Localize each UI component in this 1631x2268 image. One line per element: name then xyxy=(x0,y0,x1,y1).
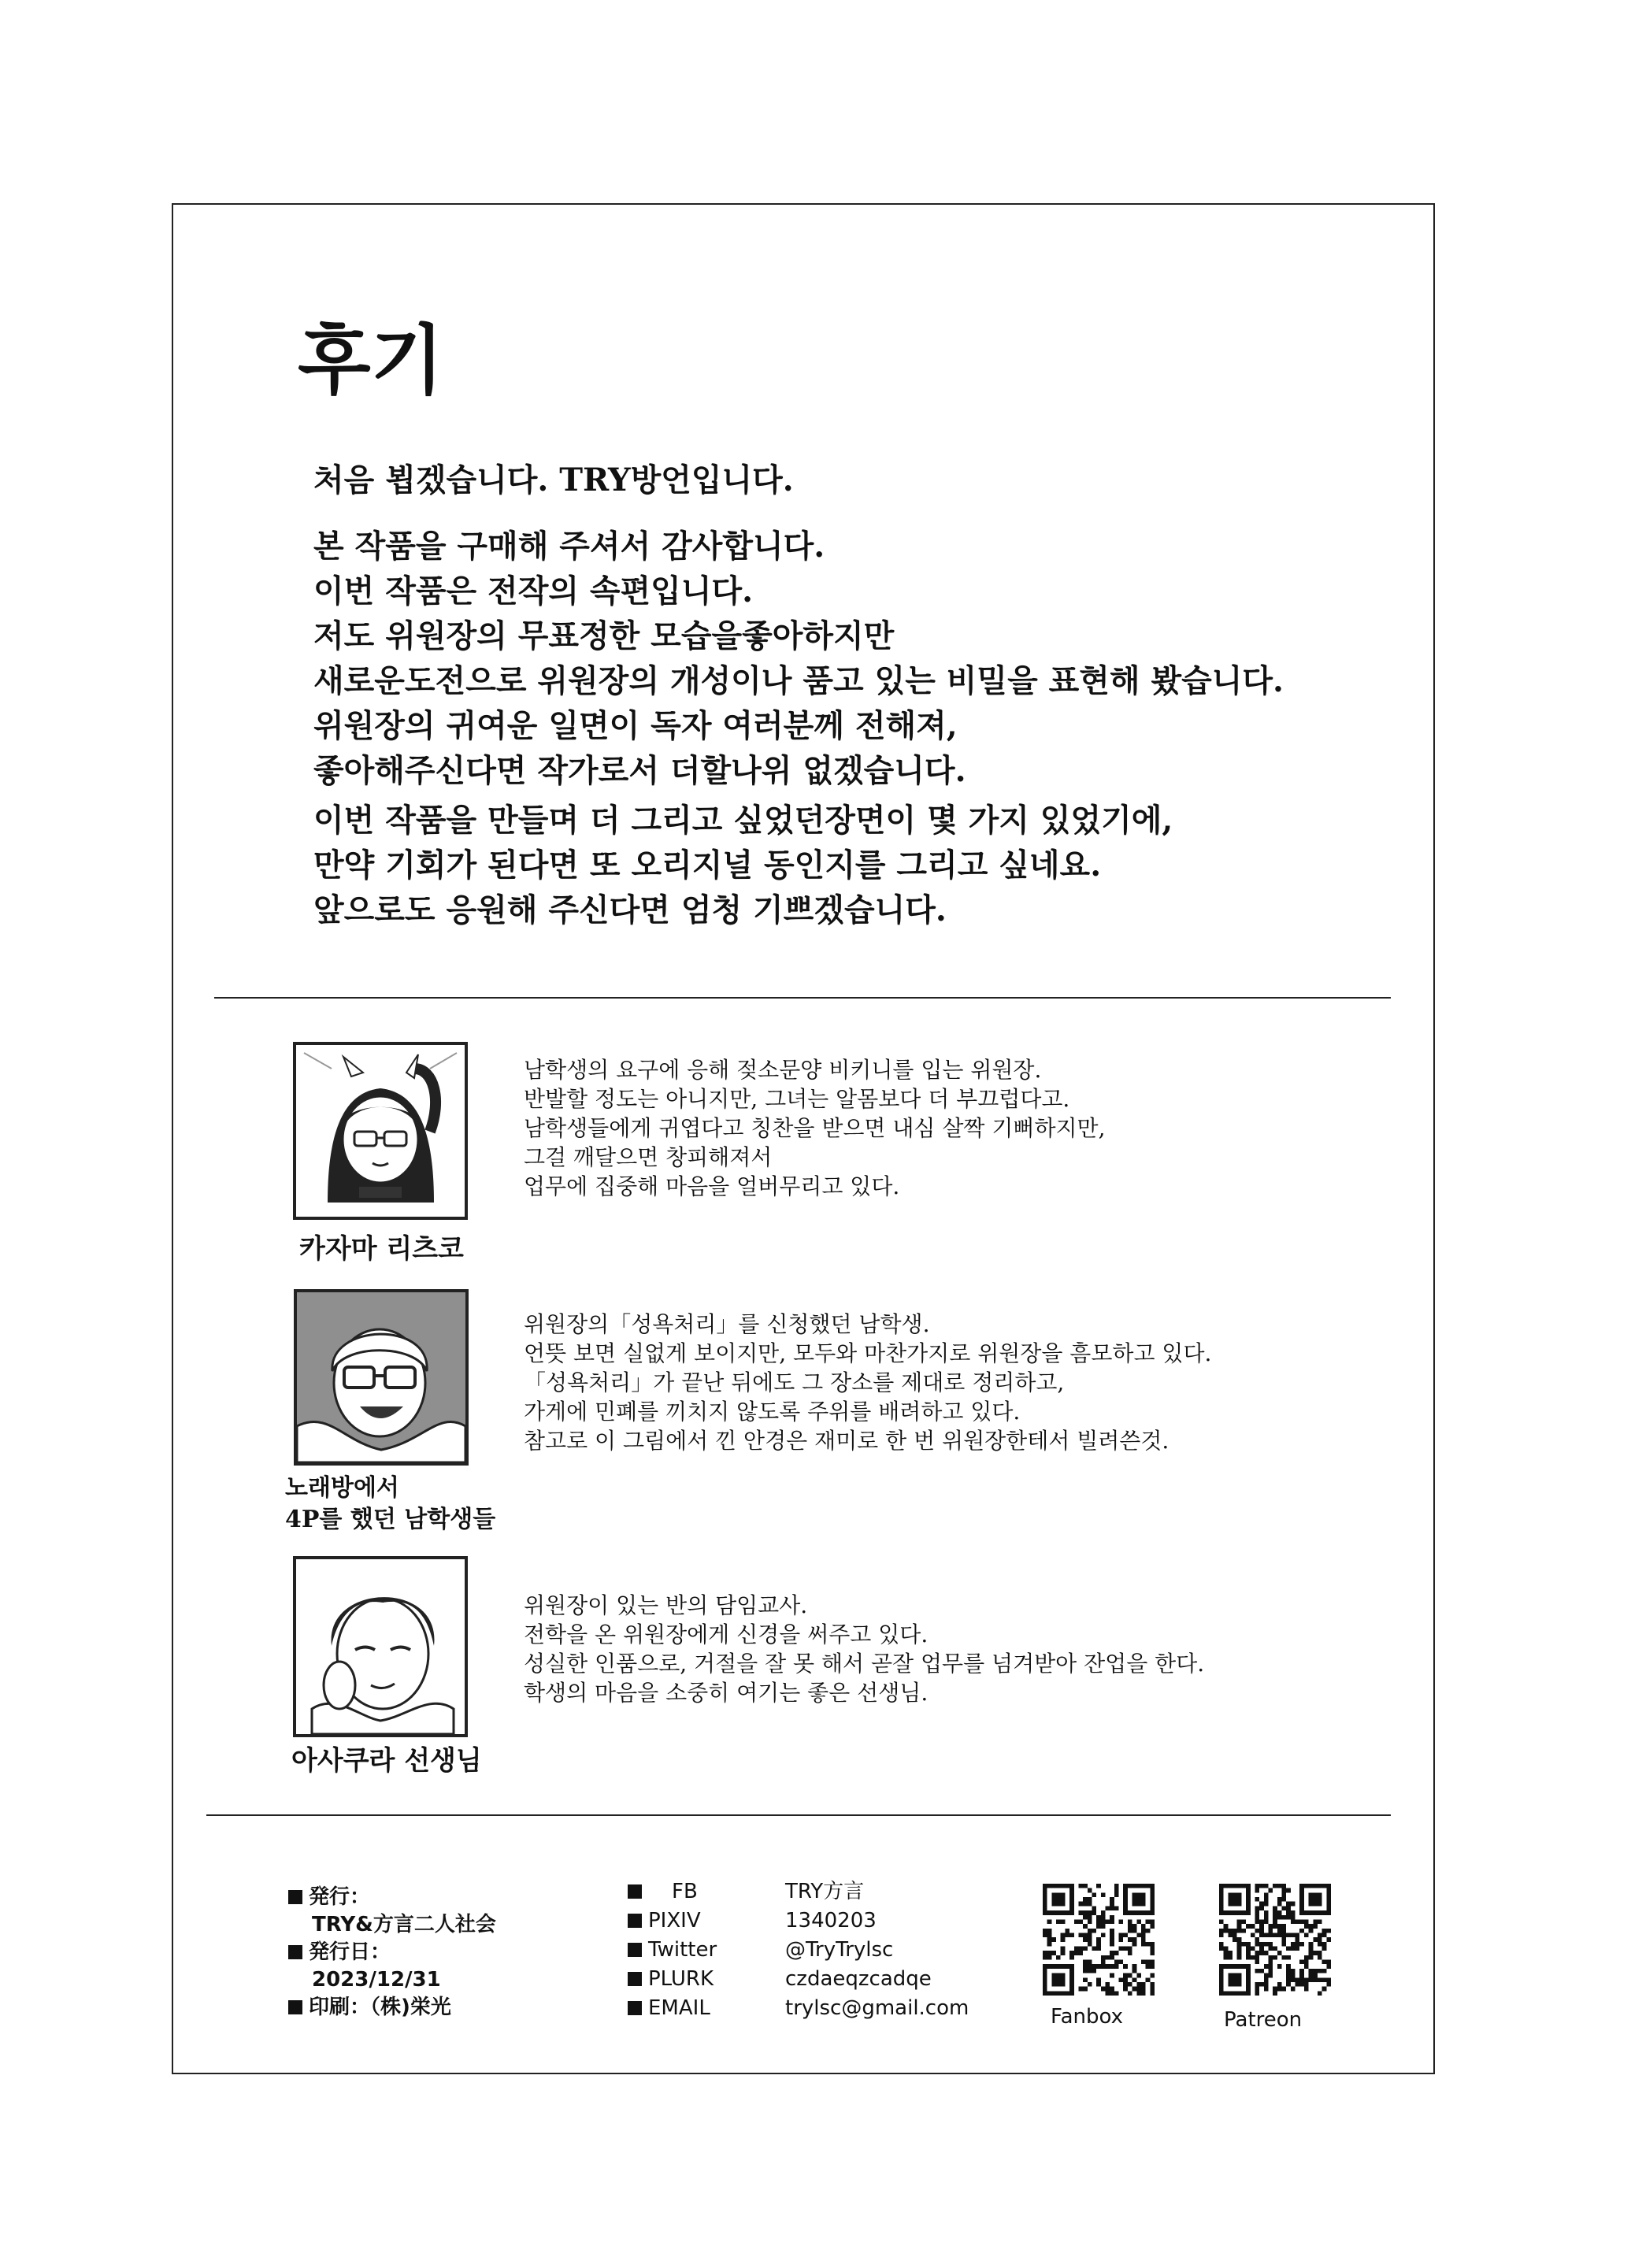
link-row-plurk: PLURK czdaeqzcadqe xyxy=(628,1965,969,1994)
character-description xyxy=(524,1055,1106,1201)
divider-top xyxy=(214,997,1391,999)
description-line: 남학생의 요구에 응해 젖소문양 비키니를 입는 위원장. xyxy=(524,1057,1042,1083)
link-value[interactable]: 1340203 xyxy=(785,1909,877,1933)
paragraph-line: 앞으로도 응원해 주신다면 엄청 기쁘겠습니다. xyxy=(313,891,947,928)
description-line: 반발할 정도는 아니지만, 그녀는 알몸보다 더 부끄럽다고. xyxy=(524,1086,1070,1112)
bullet-square-icon xyxy=(628,1972,642,1986)
bullet-square-icon xyxy=(628,2001,642,2015)
character-name-line: 4P를 했던 남학생들 xyxy=(285,1506,496,1533)
description-line: 업무에 집중해 마음을 얼버무리고 있다. xyxy=(524,1173,900,1199)
character-illustration xyxy=(296,1045,465,1217)
description-line: 언뜻 보면 실없게 보이지만, 모두와 마찬가지로 위원장을 흠모하고 있다. xyxy=(524,1340,1212,1366)
afterword-paragraph-2 xyxy=(313,798,1173,932)
link-row-twitter: Twitter @TryTrylsc xyxy=(628,1936,969,1965)
character-description xyxy=(524,1591,1204,1707)
description-line: 「성욕처리」가 끝난 뒤에도 그 장소를 제대로 정리하고, xyxy=(524,1369,1065,1395)
fanbox-qr-code-icon[interactable] xyxy=(1043,1884,1155,1996)
character-name: 카자마 리츠코 xyxy=(299,1233,464,1265)
description-line: 남학생들에게 귀엽다고 칭찬을 받으면 내심 살짝 기뻐하지만, xyxy=(524,1115,1106,1141)
paragraph-line: 만약 기회가 된다면 또 오리지널 동인지를 그리고 싶네요. xyxy=(313,847,1102,884)
link-value[interactable]: trylsc@gmail.com xyxy=(785,1996,969,2020)
character-portrait-ritsuko xyxy=(293,1042,468,1220)
bullet-square-icon xyxy=(288,1945,302,1959)
paragraph-line: 저도 위원장의 무표정한 모습을좋아하지만 xyxy=(313,617,895,654)
description-line: 위원장이 있는 반의 담임교사. xyxy=(524,1592,808,1618)
character-name xyxy=(285,1473,495,1536)
colophon-date: 2023/12/31 xyxy=(312,1968,441,1992)
description-line: 위원장의「성욕처리」를 신청했던 남학생. xyxy=(524,1311,930,1337)
patreon-qr-code-icon[interactable] xyxy=(1219,1884,1331,1996)
description-line: 학생의 마음을 소중히 여기는 좋은 선생님. xyxy=(524,1680,929,1706)
bullet-square-icon xyxy=(288,1890,302,1904)
paragraph-line: 이번 작품은 전작의 속편입니다. xyxy=(313,573,754,610)
character-portrait-students xyxy=(294,1289,469,1466)
character-portrait-asakura xyxy=(293,1556,468,1737)
paragraph-line: 좋아해주신다면 작가로서 더할나위 없겠습니다. xyxy=(313,752,966,789)
colophon-date-label: 発行日： xyxy=(288,1939,496,1966)
paragraph-line: 본 작품을 구매해 주셔서 감사합니다. xyxy=(313,528,825,565)
bullet-square-icon xyxy=(628,1914,642,1928)
link-row-pixiv: PIXIV 1340203 xyxy=(628,1907,969,1936)
character-illustration xyxy=(297,1292,465,1462)
link-value[interactable]: TRY方言 xyxy=(785,1880,865,1903)
greeting-line: 처음 뵙겠습니다. TRY방언입니다. xyxy=(313,461,794,498)
afterword-paragraph-1 xyxy=(313,524,1284,793)
description-line: 그걸 깨달으면 창피해져서 xyxy=(524,1144,773,1170)
qr-label-patreon: Patreon xyxy=(1224,2008,1303,2032)
paragraph-line: 이번 작품을 만들며 더 그리고 싶었던장면이 몇 가지 있었기에, xyxy=(313,802,1173,839)
description-line: 성실한 인품으로, 거절을 잘 못 해서 곧잘 업무를 넘겨받아 잔업을 한다. xyxy=(524,1651,1205,1677)
character-name-line: 노래방에서 xyxy=(285,1474,399,1502)
qr-label-fanbox: Fanbox xyxy=(1051,2005,1123,2029)
bullet-square-icon xyxy=(628,1943,642,1957)
paragraph-line: 위원장의 귀여운 일면이 독자 여러분께 전해져, xyxy=(313,707,958,744)
link-value[interactable]: @TryTrylsc xyxy=(785,1938,894,1962)
link-value[interactable]: czdaeqzcadqe xyxy=(785,1967,932,1991)
contact-links xyxy=(628,1877,969,2023)
bullet-square-icon xyxy=(288,2000,302,2014)
paragraph-line: 새로운도전으로 위원장의 개성이나 품고 있는 비밀을 표현해 봤습니다. xyxy=(313,662,1284,699)
page-title: 후기 xyxy=(298,317,444,405)
description-line: 참고로 이 그림에서 낀 안경은 재미로 한 번 위원장한테서 빌려쓴것. xyxy=(524,1428,1170,1454)
character-name: 아사쿠라 선생님 xyxy=(291,1745,482,1777)
link-row-fb: FB TRY方言 xyxy=(628,1877,969,1907)
description-line: 가게에 민폐를 끼치지 않도록 주위를 배려하고 있다. xyxy=(524,1399,1021,1425)
description-line: 전학을 온 위원장에게 신경을 써주고 있다. xyxy=(524,1621,929,1647)
colophon xyxy=(288,1884,496,2022)
colophon-publisher: TRY&方言二人社会 xyxy=(312,1913,496,1936)
divider-bottom xyxy=(206,1814,1391,1816)
character-illustration xyxy=(296,1559,465,1734)
link-row-email: EMAIL trylsc@gmail.com xyxy=(628,1994,969,2023)
colophon-printer: 印刷：（株)栄光 xyxy=(288,1994,496,2022)
character-description xyxy=(524,1310,1211,1455)
bullet-square-icon xyxy=(628,1884,642,1899)
colophon-publisher-label: 発行： xyxy=(288,1884,496,1911)
